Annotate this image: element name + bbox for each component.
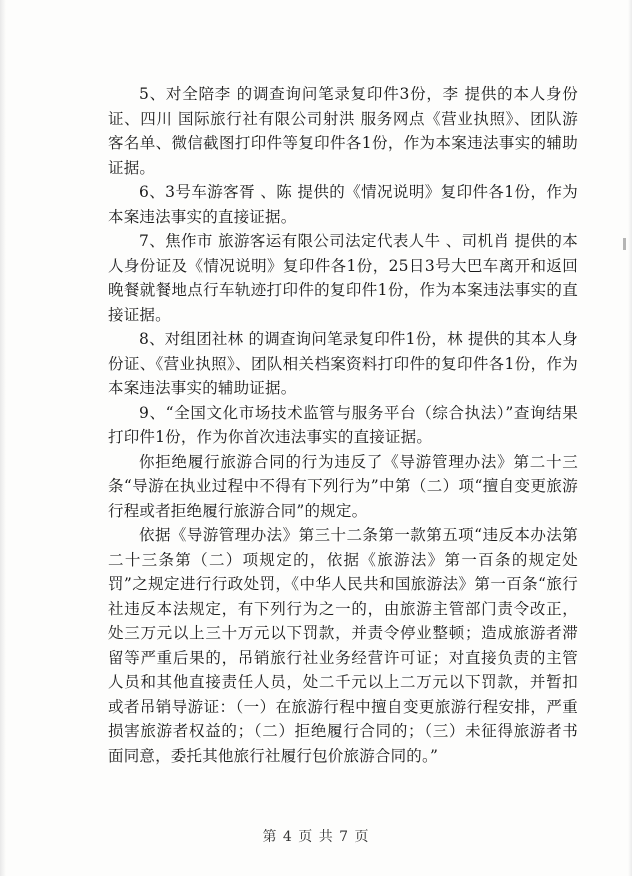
evidence-item-8: 8、对组团社林 的调查询问笔录复印件1份，林 提供的其本人身份证、《营业执照》、团队相关档案资料打印件的复印件各1份，作为本案违法事实的辅助证据。 (108, 330, 578, 397)
document-body (108, 82, 578, 768)
evidence-item-9: 9、“全国文化市场技术监管与服务平台（综合执法）”查询结果打印件1份，作为你首次违法事实的直接证据。 (108, 403, 578, 446)
page-number-footer: 第 4 页 共 7 页 (262, 829, 370, 845)
evidence-item-5: 5、对全陪李 的调查询问笔录复印件3份，李 提供的本人身份证、四川 国际旅行社有限公司射洪 服务网点《营业执照》、团队游客名单、微信截图打印件等复印件各1份，作为本案违法事实的辅助证据。 (108, 85, 578, 177)
scan-edge-left (0, 0, 6, 876)
evidence-item-6: 6、3号车游客胥 、陈 提供的《情况说明》复印件各1份，作为本案违法事实的直接证据。 (108, 183, 578, 226)
violation-statement: 你拒绝履行旅游合同的行为违反了《导游管理办法》第二十三条“导游在执业过程中不得有下列行为”中第（二）项“擅自变更旅游行程或者拒绝履行旅游合同”的规定。 (108, 452, 578, 520)
evidence-item-7: 7、焦作市 旅游客运有限公司法定代表人牛 、司机肖 提供的本人身份证及《情况说明》复印件各1份，25日3号大巴车离开和返回晚餐就餐地点行车轨迹打印件的复印件1份，作为本案违法事实的直接证据。 (108, 232, 578, 324)
scan-mark (623, 238, 626, 250)
scan-edge-right (628, 0, 632, 876)
legal-basis: 依据《导游管理办法》第三十二条第一款第五项“违反本办法第二十三条第（二）项规定的，依据《旅游法》第一百条的规定处罚”之规定进行行政处罚，《中华人民共和国旅游法》第一百条“旅行社违反本法规定，有下列行为之一的，由旅游主管部门责令改正，处三万元以上三十万元以下罚款，并责令停业整顿；造成旅游者滞留等严重后果的，吊销旅行社业务经营许可证；对直接负责的主管人员和其他直接责任人员，处二千元以上二万元以下罚款，并暂扣或者吊销导游证：（一）在旅游行程中擅自变更旅游行程安排，严重损害旅游者权益的；（二）拒绝履行合同的；（三）未征得旅游者书面同意，委托其他旅行社履行包价旅游合同的。” (108, 526, 578, 765)
